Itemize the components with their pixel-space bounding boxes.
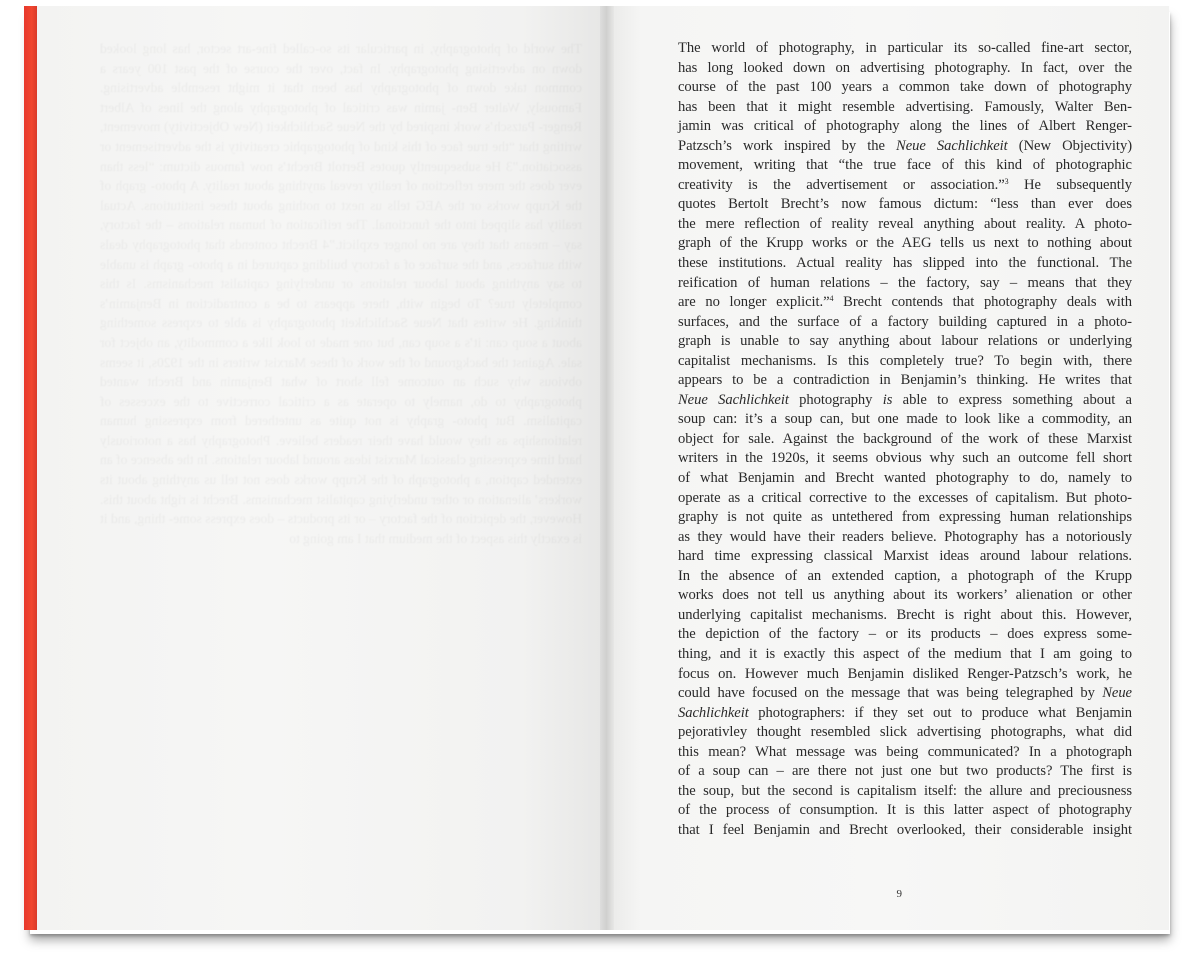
show-through-text: The world of photography, in particular its so-called fine-art sector, has long looked down on advertising photography. In fact, over the course of the past 100 years a common take down of photography has been that it might resemble advertising. Famously, Walter Ben- jamin was critical of photography along the lines of Albert Renger- Patzsch’s work inspired by the Neue Sachlichkeit (New Objectivity) movement, writing that “the true face of this kind of photographic creativity is the advertisement or association.”3 He subsequently quotes Bertolt Brecht’s now famous dictum: “less than ever does the mere reflection of reality reveal anything about reality. A photo- graph of the Krupp works or the AEG tells us next to nothing about these institutions. Actual reality has slipped into the functional. The reification of human relations – the factory, say – means that they are no longer explicit.”4 Brecht contends that photography deals with surfaces, and the surface of a factory building captured in a photo- graph is unable to say anything about labour relations or underlying capitalist mechanisms. Is this completely true? To begin with, there appears to be a contradiction in Benjamin’s thinking. He writes that Neue Sachlichkeit photography is able to express something about a soup can: it’s a soup can, but one made to look like a commodity, an object for sale. Against the background of the work of these Marxist writers in the 1920s, it seems obvious why such an outcome fell short of what Benjamin and Brecht wanted photography to do, namely to operate as a critical corrective to the excesses of capitalism. But photo- graphy is not quite as untethered from expressing human relationships as they would have their readers believe. Photography has a notoriously hard time expressing classical Marxist ideas around labour relations. In the absence of an extended caption, a photograph of the Krupp works does not tell us anything about its workers’ alienation or other underlying capitalist mechanisms. Brecht is right about this. However, the depiction of the factory – or its products – does express some- thing, and it is exactly this aspect of the medium that I am going to: [100, 41, 582, 546]
text-line: capitalist mechanisms. Is this completely true? To begin with, there: [678, 352, 1132, 369]
text-line: could have focused on the message that was being telegraphed by Neue: [678, 685, 1132, 702]
text-line: Sachlichkeit photographers: if they set out to produce what Benjamin: [678, 704, 1132, 721]
text-line: reification of human relations – the factory, say – means that they: [678, 274, 1132, 291]
book-gutter: [600, 6, 614, 930]
text-line: writers in the 1920s, it seems obvious why such an outcome fell short: [678, 450, 1132, 467]
text-line: Patzsch’s work inspired by the Neue Sachlichkeit (New Objectivity): [678, 137, 1132, 154]
body-text: [678, 39, 1132, 840]
text-line: focus on. However much Benjamin disliked Renger-Patzsch’s work, he: [678, 665, 1132, 682]
text-line: In the absence of an extended caption, a photograph of the Krupp: [678, 567, 1132, 584]
text-line: underlying capitalist mechanisms. Brecht is right about this. However,: [678, 606, 1132, 623]
text-line: the depiction of the factory – or its products – does express some-: [678, 626, 1132, 643]
text-line: quotes Bertolt Brecht’s now famous dictum: “less than ever does: [678, 196, 1132, 213]
text-line: as they would have their readers believe. Photography has a notoriously: [678, 528, 1132, 545]
text-line: that I feel Benjamin and Brecht overlooked, their considerable insight: [678, 821, 1132, 838]
text-line: thing, and it is exactly this aspect of the medium that I am going to: [678, 645, 1132, 662]
red-page-edge: [24, 6, 37, 930]
text-line: are no longer explicit.”$^4$ Brecht contends that photography deals with: [678, 294, 1132, 311]
text-line: hard time expressing classical Marxist ideas around labour relations.: [678, 548, 1132, 565]
text-line: works does not tell us anything about its workers’ alienation or other: [678, 587, 1132, 604]
text-line: pejorativley thought resembled slick advertising photographs, what did: [678, 724, 1132, 741]
text-line: Neue Sachlichkeit photography is able to express something about a: [678, 391, 1132, 408]
text-line: has been that it might resemble advertising. Famously, Walter Ben-: [678, 98, 1132, 115]
text-line: graph of the Krupp works or the AEG tells us next to nothing about: [678, 235, 1132, 252]
text-line: The world of photography, in particular its so-called fine-art sector,: [678, 40, 1132, 56]
text-line: surfaces, and the surface of a factory building captured in a photo-: [678, 313, 1132, 330]
text-line: course of the past 100 years a common take down of photography: [678, 79, 1132, 96]
text-line: of what Benjamin and Brecht wanted photography to do, namely to: [678, 470, 1132, 487]
text-line: the soup, but the second is capitalism itself: the allure and preciousness: [678, 782, 1132, 799]
text-line: movement, writing that “the true face of this kind of photographic: [678, 157, 1132, 174]
text-line: soup can: it’s a soup can, but one made to look like a commodity, an: [678, 411, 1132, 428]
text-line: this mean? What message was being communicated? In a photograph: [678, 743, 1132, 760]
text-line: graph is unable to say anything about labour relations or underlying: [678, 333, 1132, 350]
text-line: operate as a critical corrective to the excesses of capitalism. But photo-: [678, 489, 1132, 506]
text-line: creativity is the advertisement or association.”$^3$ He subsequently: [678, 176, 1132, 193]
left-page: [37, 6, 607, 930]
text-line: the mere reflection of reality reveal anything about reality. A photo-: [678, 215, 1132, 232]
text-line: of a soup can – are there not just one but two products? The first is: [678, 763, 1132, 780]
text-line: graphy is not quite as untethered from expressing human relationships: [678, 509, 1132, 526]
text-line: appears to be a contradiction in Benjamin’s thinking. He writes that: [678, 372, 1132, 389]
text-line: jamin was critical of photography along the lines of Albert Renger-: [678, 118, 1132, 135]
page-number: 9: [896, 888, 902, 900]
right-page: [607, 6, 1169, 930]
text-line: object for sale. Against the background of the work of these Marxist: [678, 430, 1132, 447]
text-line: of the process of consumption. It is this latter aspect of photography: [678, 802, 1132, 819]
text-line: these institutions. Actual reality has slipped into the functional. The: [678, 255, 1132, 272]
text-line: has long looked down on advertising photography. In fact, over the: [678, 59, 1132, 76]
